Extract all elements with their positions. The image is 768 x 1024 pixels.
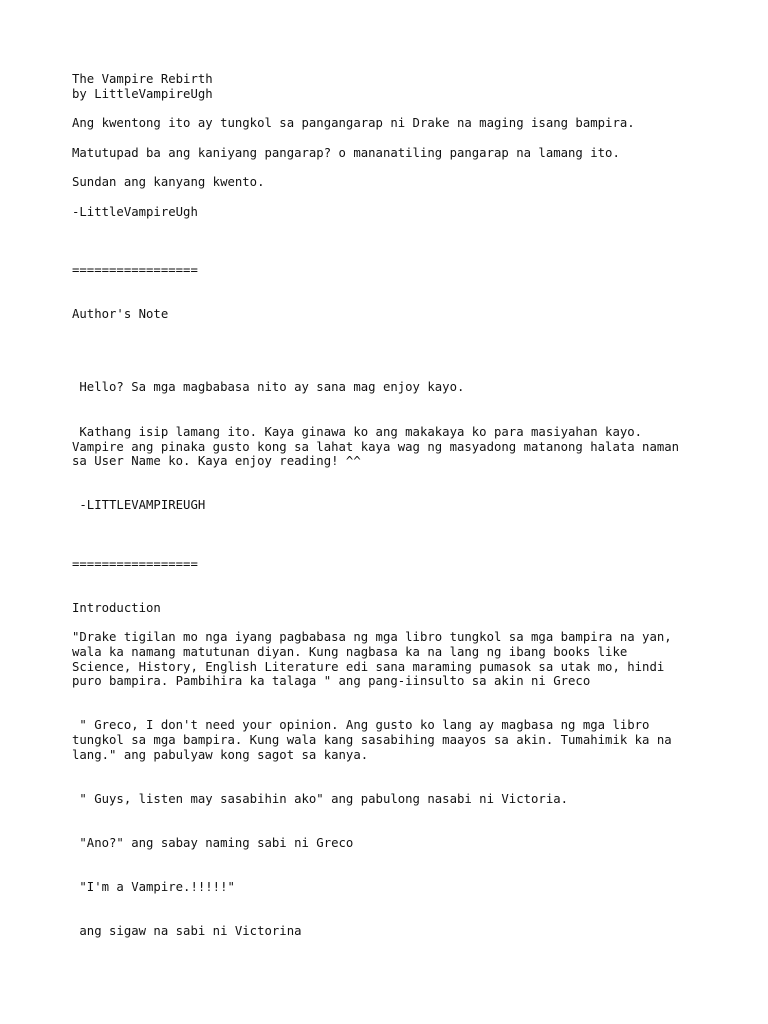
document-byline: by LittleVampireUgh [72,87,213,101]
separator: ================= [72,557,198,571]
authors-note-line: Kathang isip lamang ito. Kaya ginawa ko ang makakaya ko para masiyahan kayo. [72,425,643,439]
authors-note-signature: -LITTLEVAMPIREUGH [72,498,206,512]
separator: ================= [72,263,198,277]
introduction-line: "I'm a Vampire.!!!!!" [72,880,235,894]
introduction-line: "Drake tigilan mo nga iyang pagbabasa ng mga libro tungkol sa mga bampira na yan, [72,630,672,644]
authors-note-heading: Author's Note [72,307,169,321]
introduction-heading: Introduction [72,601,161,615]
signature: -LittleVampireUgh [72,205,198,219]
introduction-line: lang." ang pabulyaw kong sagot sa kanya. [72,748,369,762]
introduction-line: "Ano?" ang sabay naming sabi ni Greco [72,836,354,850]
authors-note-line: Vampire ang pinaka gusto kong sa lahat kaya wag ng masyadong matanong halata naman [72,440,680,454]
introduction-line: tungkol sa mga bampira. Kung wala kang sasabihing maayos sa akin. Tumahimik ka na [72,733,672,747]
authors-note-greeting: Hello? Sa mga magbabasa nito ay sana mag enjoy kayo. [72,380,465,394]
synopsis-line: Sundan ang kanyang kwento. [72,175,265,189]
introduction-line: ang sigaw na sabi ni Victorina [72,924,302,938]
document-title: The Vampire Rebirth [72,72,213,86]
synopsis-line: Matutupad ba ang kaniyang pangarap? o mananatiling pangarap na lamang ito. [72,146,620,160]
introduction-line: Science, History, English Literature edi sana maraming pumasok sa utak mo, hindi [72,660,665,674]
introduction-line: " Guys, listen may sasabihin ako" ang pabulong nasabi ni Victoria. [72,792,569,806]
introduction-line: wala ka namang matutunan diyan. Kung nagbasa ka na lang ng ibang books like [72,645,628,659]
introduction-line: puro bampira. Pambihira ka talaga " ang pang-iinsulto sa akin ni Greco [72,674,591,688]
synopsis-line: Ang kwentong ito ay tungkol sa pangangarap ni Drake na maging isang bampira. [72,116,635,130]
introduction-line: " Greco, I don't need your opinion. Ang gusto ko lang ay magbasa ng mga libro [72,718,650,732]
authors-note-line: sa User Name ko. Kaya enjoy reading! ^^ [72,454,361,468]
